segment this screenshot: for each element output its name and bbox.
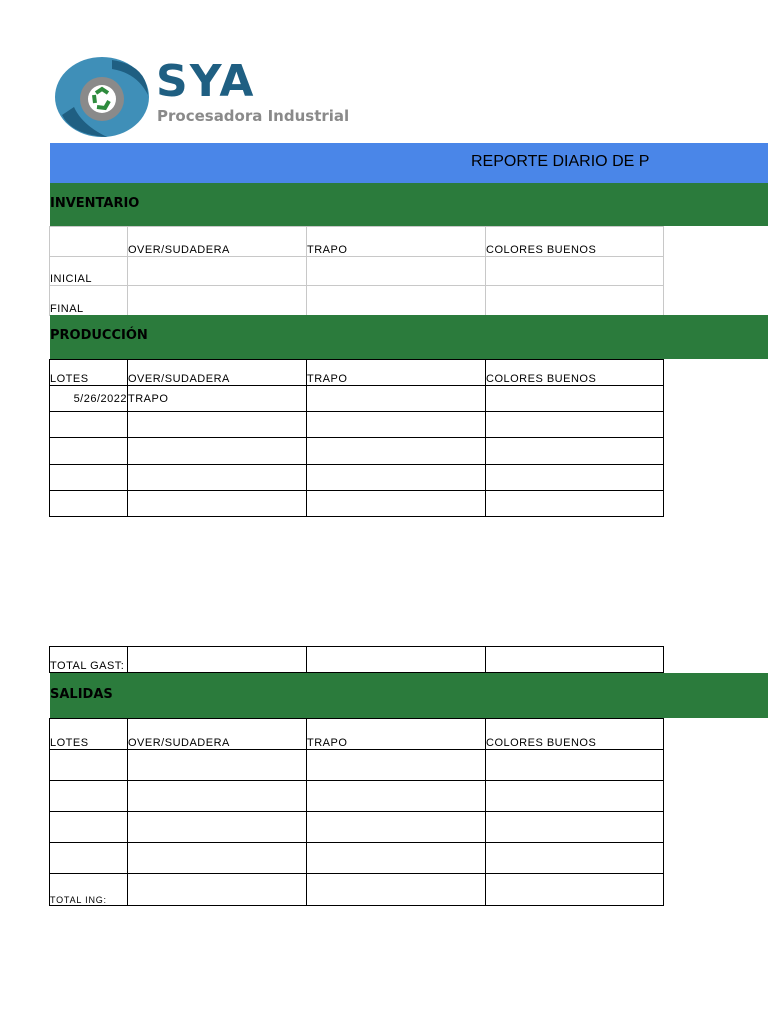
total-gast-table (49, 646, 664, 673)
table-header-row (50, 360, 664, 386)
table-cell[interactable] (486, 781, 664, 812)
table-cell[interactable] (486, 465, 664, 491)
produccion-table (49, 359, 664, 517)
table-cell[interactable] (50, 843, 128, 874)
table-cell[interactable] (128, 781, 307, 812)
table-cell[interactable] (307, 750, 486, 781)
table-cell[interactable] (50, 781, 128, 812)
table-cell[interactable] (307, 874, 486, 906)
table-row (50, 286, 664, 316)
brand-subtitle: Procesadora Industrial (157, 107, 350, 125)
table-cell[interactable] (307, 438, 486, 465)
produccion-label: PRODUCCIÓN (50, 328, 148, 343)
total-ing-label: TOTAL ING: (50, 874, 128, 906)
table-cell[interactable] (128, 843, 307, 874)
total-row (50, 647, 664, 673)
table-cell[interactable] (307, 412, 486, 438)
inventario-bar (50, 183, 768, 226)
table-cell[interactable] (307, 812, 486, 843)
table-cell[interactable] (307, 781, 486, 812)
table-row (50, 412, 664, 438)
table-cell[interactable] (307, 257, 486, 286)
table-row (50, 843, 664, 874)
table-row (50, 465, 664, 491)
table-cell[interactable] (486, 286, 664, 316)
table-header-row (50, 227, 664, 257)
salidas-table (49, 718, 664, 906)
header-cell: TRAPO (307, 360, 486, 386)
table-row (50, 750, 664, 781)
header-cell (50, 227, 128, 257)
table-row (50, 781, 664, 812)
total-gast-label: TOTAL GAST: (50, 647, 128, 673)
table-row (50, 491, 664, 517)
table-cell[interactable] (307, 843, 486, 874)
table-row (50, 386, 664, 412)
header-cell: LOTES (50, 360, 128, 386)
table-cell[interactable] (307, 491, 486, 517)
inventario-label: INVENTARIO (50, 196, 140, 211)
lot-date-cell[interactable]: 5/26/2022 (50, 386, 128, 412)
table-cell[interactable] (128, 465, 307, 491)
table-cell[interactable] (307, 465, 486, 491)
table-cell[interactable] (307, 286, 486, 316)
table-cell[interactable] (486, 750, 664, 781)
table-header-row (50, 719, 664, 750)
table-row (50, 812, 664, 843)
table-cell[interactable] (486, 647, 664, 673)
table-cell[interactable] (128, 257, 307, 286)
table-cell[interactable] (486, 874, 664, 906)
table-cell[interactable] (307, 386, 486, 412)
table-cell[interactable] (486, 257, 664, 286)
salidas-bar (50, 673, 768, 718)
header-cell: COLORES BUENOS (486, 227, 664, 257)
table-cell[interactable] (128, 412, 307, 438)
row-label: FINAL (50, 286, 128, 316)
table-row (50, 438, 664, 465)
row-label: INICIAL (50, 257, 128, 286)
inventario-table (49, 226, 664, 316)
table-cell[interactable] (128, 812, 307, 843)
table-cell[interactable]: TRAPO (128, 386, 307, 412)
header-cell: TRAPO (307, 227, 486, 257)
table-cell[interactable] (50, 491, 128, 517)
table-cell[interactable] (128, 874, 307, 906)
header-cell: OVER/SUDADERA (128, 360, 307, 386)
salidas-label: SALIDAS (50, 687, 113, 702)
table-cell[interactable] (50, 750, 128, 781)
brand-name: SYA (156, 56, 256, 107)
table-cell[interactable] (128, 286, 307, 316)
table-cell[interactable] (486, 386, 664, 412)
table-cell[interactable] (128, 491, 307, 517)
table-cell[interactable] (128, 647, 307, 673)
table-cell[interactable] (128, 750, 307, 781)
table-cell[interactable] (128, 438, 307, 465)
table-cell[interactable] (486, 843, 664, 874)
table-cell[interactable] (50, 412, 128, 438)
total-row (50, 874, 664, 906)
header-cell: TRAPO (307, 719, 486, 750)
table-cell[interactable] (307, 647, 486, 673)
table-cell[interactable] (50, 438, 128, 465)
produccion-bar (50, 315, 768, 359)
table-cell[interactable] (486, 812, 664, 843)
table-cell[interactable] (50, 812, 128, 843)
header-cell: OVER/SUDADERA (128, 719, 307, 750)
table-cell[interactable] (486, 412, 664, 438)
table-row (50, 257, 664, 286)
header-cell: OVER/SUDADERA (128, 227, 307, 257)
table-cell[interactable] (486, 491, 664, 517)
header-cell: LOTES (50, 719, 128, 750)
header-cell: COLORES BUENOS (486, 360, 664, 386)
table-cell[interactable] (50, 465, 128, 491)
table-cell[interactable] (486, 438, 664, 465)
report-title: REPORTE DIARIO DE P (471, 153, 650, 170)
header-cell: COLORES BUENOS (486, 719, 664, 750)
